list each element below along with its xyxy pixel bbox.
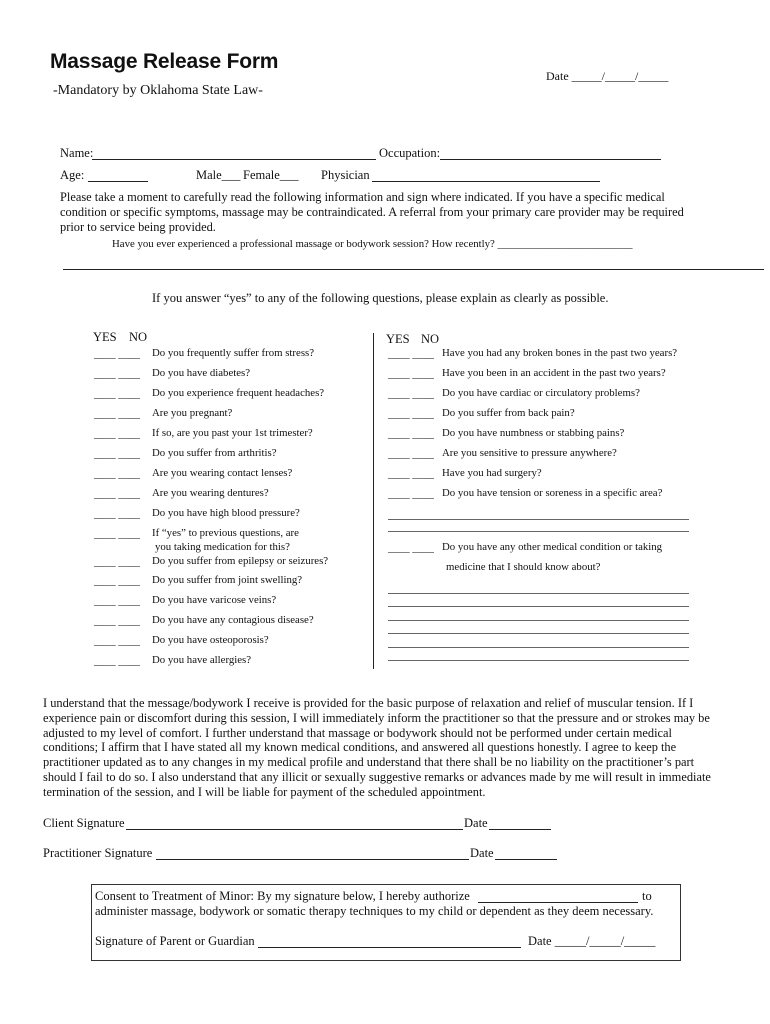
column-divider [373, 333, 374, 669]
yes-no-checkbox-pair[interactable]: ____ ____ [94, 468, 140, 480]
explanation-line[interactable] [388, 647, 689, 648]
parent-signature-label: Signature of Parent or Guardian [95, 934, 255, 948]
practitioner-signature-field[interactable] [156, 859, 469, 860]
left-question-label: Do you have diabetes? [152, 367, 251, 379]
age-label: Age: [60, 168, 85, 182]
practitioner-date-field[interactable] [495, 859, 557, 860]
yes-no-checkbox-pair[interactable]: ____ ____ [388, 388, 434, 400]
yes-no-checkbox-pair[interactable]: ____ ____ [94, 635, 140, 647]
left-question-label: Do you have any contagious disease? [152, 614, 314, 626]
practitioner-signature-label: Practitioner Signature [43, 846, 153, 860]
right-question-label: Are you sensitive to pressure anywhere? [442, 447, 617, 459]
left-question-label: Do you have high blood pressure? [152, 507, 300, 519]
yes-no-checkbox-pair[interactable]: ____ ____ [388, 448, 434, 460]
physician-field[interactable] [372, 181, 600, 182]
instruction-text: If you answer “yes” to any of the following questions, please explain as clearly as possible. [152, 291, 609, 305]
section-divider [63, 269, 764, 270]
right-question-label: Do you have any other medical condition or taking [442, 541, 663, 553]
left-question-label: Do you have osteoporosis? [152, 634, 269, 646]
right-question-label: Do you have tension or soreness in a specific area? [442, 487, 663, 499]
yes-no-checkbox-pair[interactable]: ____ ____ [94, 615, 140, 627]
explanation-line[interactable] [388, 620, 689, 621]
yes-no-checkbox-pair[interactable]: ____ ____ [94, 556, 140, 568]
authorized-practitioner-field[interactable] [478, 902, 638, 903]
yes-no-checkbox-pair[interactable]: ____ ____ [94, 508, 140, 520]
yes-no-checkbox-pair[interactable]: ____ ____ [388, 468, 434, 480]
left-yes-header: YES [93, 330, 117, 344]
female-option[interactable]: Female___ [243, 168, 299, 182]
left-question-label: Do you suffer from joint swelling? [152, 574, 303, 586]
yes-no-checkbox-pair[interactable]: ____ ____ [388, 368, 434, 380]
consent-text-to: to [642, 889, 652, 903]
occupation-label: Occupation: [379, 146, 441, 160]
left-question-label: Are you wearing dentures? [152, 487, 269, 499]
yes-no-checkbox-pair[interactable]: ____ ____ [94, 448, 140, 460]
yes-no-checkbox-pair[interactable]: ____ ____ [94, 408, 140, 420]
consent-date-field[interactable]: Date _____/_____/_____ [528, 934, 656, 948]
right-yes-header: YES [386, 332, 410, 346]
yes-no-checkbox-pair[interactable]: ____ ____ [388, 408, 434, 420]
yes-no-checkbox-pair[interactable]: ____ ____ [94, 528, 140, 540]
right-question-label: Have you been in an accident in the past two years? [442, 367, 666, 379]
left-question-label: Do you suffer from epilepsy or seizures? [152, 555, 329, 567]
yes-no-checkbox-pair[interactable]: ____ ____ [388, 428, 434, 440]
right-question-label: Do you suffer from back pain? [442, 407, 575, 419]
client-date-label: Date [464, 816, 488, 830]
parent-signature-field[interactable] [258, 947, 521, 948]
left-question-label: you taking medication for this? [155, 541, 290, 553]
yes-no-checkbox-pair[interactable]: ____ ____ [94, 655, 140, 667]
yes-no-checkbox-pair[interactable]: ____ ____ [94, 428, 140, 440]
yes-no-checkbox-pair[interactable]: ____ ____ [94, 488, 140, 500]
yes-no-checkbox-pair[interactable]: ____ ____ [94, 368, 140, 380]
left-question-label: Do you suffer from arthritis? [152, 447, 277, 459]
explanation-line[interactable] [388, 593, 689, 594]
consent-text-1: Consent to Treatment of Minor: By my signature below, I hereby authorize [95, 889, 470, 903]
right-question-label: Have you had surgery? [442, 467, 542, 479]
yes-no-checkbox-pair[interactable]: ____ ____ [94, 388, 140, 400]
right-no-header: NO [421, 332, 440, 346]
explanation-line[interactable] [388, 519, 689, 520]
explanation-line[interactable] [388, 633, 689, 634]
yes-no-checkbox-pair[interactable]: ____ ____ [94, 348, 140, 360]
right-question-label: Do you have cardiac or circulatory problems? [442, 387, 640, 399]
client-date-field[interactable] [489, 829, 551, 830]
form-subtitle: -Mandatory by Oklahoma State Law- [53, 83, 263, 98]
form-title: Massage Release Form [50, 50, 279, 73]
massage-experience-question[interactable]: Have you ever experienced a professional massage or bodywork session? How recently? _________________________ [112, 238, 633, 250]
practitioner-date-label: Date [470, 846, 494, 860]
right-question-label: Do you have numbness or stabbing pains? [442, 427, 625, 439]
agreement-paragraph: I understand that the message/bodywork I receive is provided for the basic purpose of relaxation and relief of muscular tension. If I experience pain or discomfort during this session, I will immediately inform the practitioner so that the pressure and or strokes may be adjusted to my level of comfort. I further understand that massage or bodywork should not be performed under certain medical conditions; I affirm that I have stated all my known medical conditions, and answered all questions honestly. I agree to keep the practitioner updated as to any changes in my medical profile and understand that there shall be no liability on the practitioner’s part should I fail to do so. I also understand that any illicit or sexually suggestive remarks or advances made by me will result in immediate termination of the session, and I will be liable for payment of the scheduled appointment. [43, 696, 711, 799]
left-question-label: Do you have varicose veins? [152, 594, 277, 606]
intro-paragraph: Please take a moment to carefully read the following information and sign where indicated. If you have a specific medical condition or specific symptoms, massage may be contraindicated. A referral from your primary care provider may be required prior to service being provided. [60, 190, 684, 234]
yes-no-checkbox-pair[interactable]: ____ ____ [94, 575, 140, 587]
consent-text-2: administer massage, bodywork or somatic therapy techniques to my child or dependent as they deem necessary. [95, 904, 654, 918]
client-signature-label: Client Signature [43, 816, 125, 830]
age-field[interactable] [88, 181, 148, 182]
left-question-label: Are you wearing contact lenses? [152, 467, 293, 479]
explanation-line[interactable] [388, 606, 689, 607]
left-question-label: If so, are you past your 1st trimester? [152, 427, 313, 439]
name-field[interactable] [92, 159, 376, 160]
yes-no-checkbox-pair[interactable]: ____ ____ [388, 542, 434, 554]
yes-no-checkbox-pair[interactable]: ____ ____ [388, 488, 434, 500]
yes-no-checkbox-pair[interactable]: ____ ____ [94, 595, 140, 607]
explanation-line[interactable] [388, 531, 689, 532]
left-question-label: Do you have allergies? [152, 654, 252, 666]
right-question-label: Have you had any broken bones in the past two years? [442, 347, 678, 359]
physician-label: Physician [321, 168, 370, 182]
top-date-field[interactable]: Date _____/_____/_____ [546, 69, 669, 83]
yes-no-checkbox-pair[interactable]: ____ ____ [388, 348, 434, 360]
left-question-label: Do you frequently suffer from stress? [152, 347, 315, 359]
left-question-label: If “yes” to previous questions, are [152, 527, 299, 539]
explanation-line[interactable] [388, 660, 689, 661]
client-signature-field[interactable] [126, 829, 463, 830]
male-option[interactable]: Male___ [196, 168, 241, 182]
left-question-label: Are you pregnant? [152, 407, 233, 419]
right-question-label: medicine that I should know about? [446, 561, 601, 573]
left-no-header: NO [129, 330, 148, 344]
name-label: Name: [60, 146, 94, 160]
occupation-field[interactable] [440, 159, 661, 160]
left-question-label: Do you experience frequent headaches? [152, 387, 325, 399]
